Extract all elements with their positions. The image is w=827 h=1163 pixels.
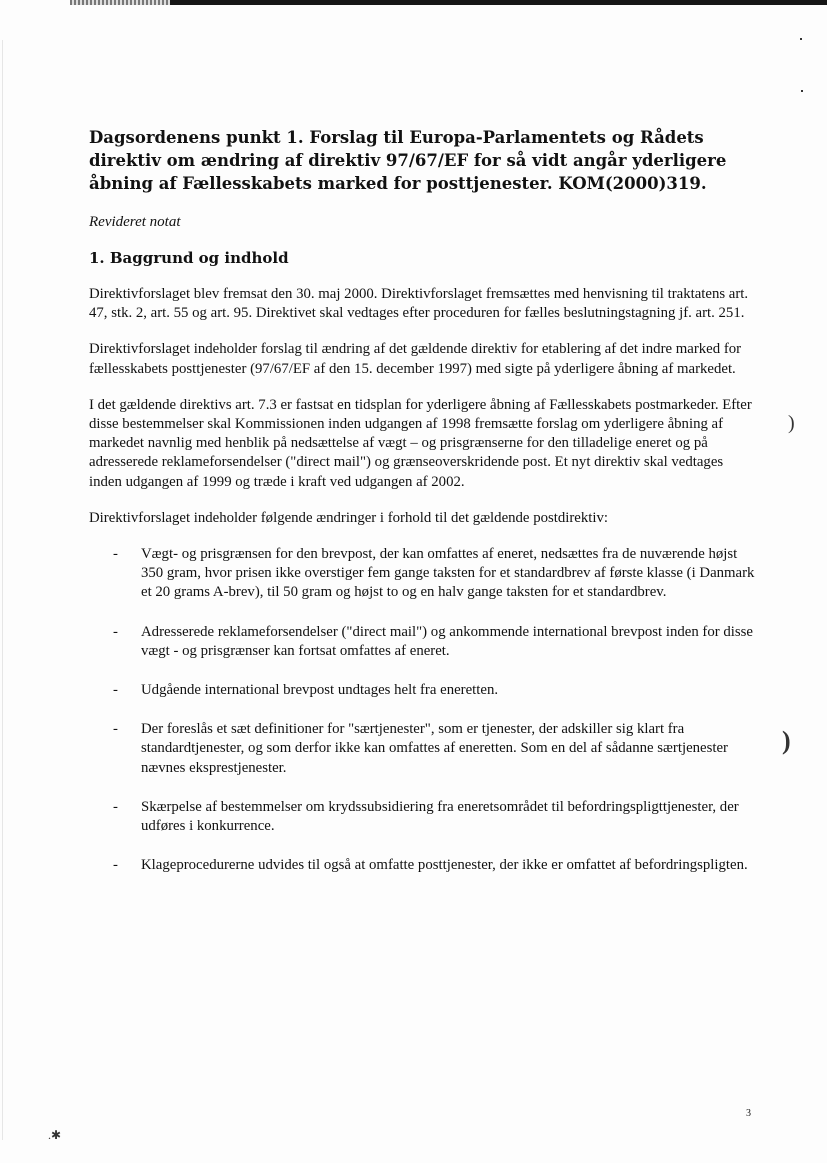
margin-mark: ) [788, 412, 795, 434]
amendment-list [89, 545, 757, 875]
list-item [89, 720, 757, 778]
list-item-text: Vægt- og prisgrænsen for den brevpost, der kan omfattes af eneret, nedsættes fra de nuværende højst 350 gram, hvor prisen ikke overstiger fem gange taksten for et standardbrev af første klasse (i Danmark et 20 grams A-brev), til 50 gram og højst to og en halv gange taksten for et standardbrev. [141, 546, 755, 601]
bullet-dash: - [113, 721, 118, 738]
page-number: 3 [746, 1108, 751, 1119]
list-item [89, 545, 757, 603]
list-item [89, 623, 757, 661]
document-body [89, 126, 757, 895]
paragraph: Direktivforslaget indeholder forslag til ændring af det gældende direktiv for etablering af det indre marked for fællesskabets posttjenester (97/67/EF af den 15. december 1997) med sigte på yderligere åbning af markedet. [89, 341, 742, 377]
document-title: Dagsordenens punkt 1. Forslag til Europa-Parlamentets og Rådets direktiv om ændring af direktiv 97/67/EF for så vidt angår yderligere åbning af Fællesskabets marked for posttjenester. KOM(2000)319. [89, 128, 727, 193]
list-item-text: Klageprocedurerne udvides til også at omfatte posttjenester, der ikke er omfattet af befordringspligten. [141, 857, 748, 874]
bullet-dash: - [113, 546, 118, 563]
scan-left-edge [2, 40, 3, 1140]
paragraph: I det gældende direktivs art. 7.3 er fastsat en tidsplan for yderligere åbning af Fællesskabets postmarkeder. Efter disse bestemmelser skal Kommissionen inden udgangen af 1998 fremsætte forslag om yderligere åbning af markedet navnlig med henblik på nedsættelse af vægt – og prisgrænserne for den tilladelige eneret og på adresserede reklameforsendelser ("direct mail") og grænseoverskridende post. Et nyt direktiv skal vedtages inden udgangen af 1999 og træde i kraft ved udgangen af 2002. [89, 396, 752, 490]
margin-mark: ) [782, 726, 791, 755]
list-item-text: Adresserede reklameforsendelser ("direct mail") og ankommende international brevpost inden for disse vægt - og prisgrænser kan fortsat omfattes af eneret. [141, 623, 753, 659]
bullet-dash: - [113, 798, 118, 815]
paragraph: Direktivforslaget indeholder følgende ændringer i forhold til det gældende postdirektiv: [89, 509, 609, 526]
section-heading: 1. Baggrund og indhold [89, 249, 289, 267]
document-subtitle: Revideret notat [89, 214, 181, 230]
margin-mark: .✱ [48, 1128, 62, 1142]
list-item [89, 856, 757, 875]
paragraph: Direktivforslaget blev fremsat den 30. maj 2000. Direktivforslaget fremsættes med henvisning til traktatens art. 47, stk. 2, art. 55 og art. 95. Direktivet skal vedtages efter proceduren for fælles beslutningstagning jf. art. 251. [89, 286, 749, 322]
list-item [89, 798, 757, 836]
list-item-text: Skærpelse af bestemmelser om krydssubsidiering fra eneretsområdet til befordringspligttjenester, der udføres i konkurrence. [141, 798, 739, 835]
scan-speck [801, 90, 803, 92]
list-item [89, 681, 757, 700]
top-rule-scan-artifact [70, 0, 170, 5]
bullet-dash: - [113, 623, 118, 640]
scan-speck [800, 38, 802, 40]
bullet-dash: - [113, 857, 118, 874]
list-item-text: Der foreslås et sæt definitioner for "særtjenester", som er tjenester, der adskiller sig klart fra standardtjenester, og som derfor ikke kan omfattes af eneretten. Som en del af sådanne særtjenester nævnes eksprestjenester. [141, 721, 728, 776]
list-item-text: Udgående international brevpost undtages helt fra eneretten. [141, 682, 499, 699]
top-rule [70, 0, 827, 5]
bullet-dash: - [113, 682, 118, 699]
